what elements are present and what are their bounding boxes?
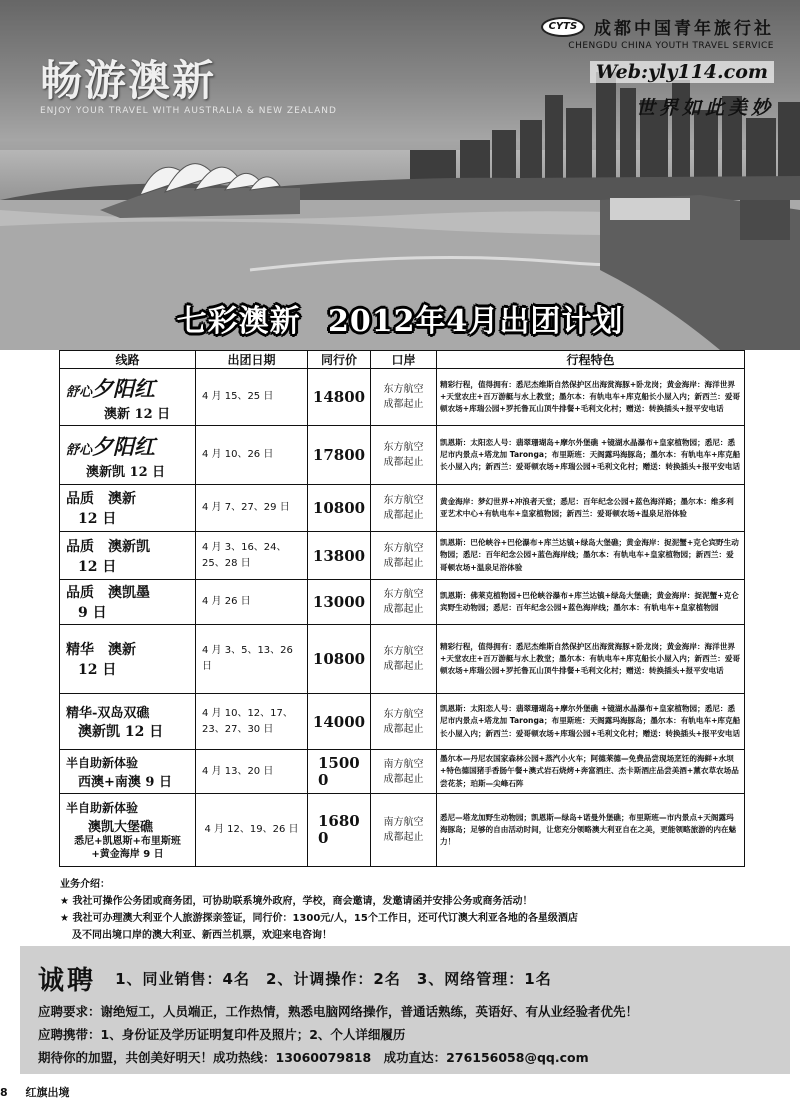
dates-cell: 4 月 15、25 日 <box>196 369 308 426</box>
airline: 南方航空 <box>383 758 424 770</box>
price-cell: 10800 <box>308 485 371 532</box>
airline: 东方航空 <box>383 442 424 453</box>
price-line-1: 1500 <box>318 753 360 772</box>
recruitment-title: 诚聘 <box>38 966 97 996</box>
price-cell: 10800 <box>308 625 371 694</box>
route-cell <box>60 750 196 794</box>
airline: 东方航空 <box>383 708 424 720</box>
route-cell <box>60 485 196 532</box>
page-title-right: 2012年4月出团计划 <box>328 304 624 339</box>
route-name: 品质 澳新凯 <box>66 538 150 555</box>
recruitment-contact: 期待你的加盟，共创美好明天！成功热线：13060079818 成功直达：276156058@qq.com <box>38 1050 589 1065</box>
dates-cell: 4 月 13、20 日 <box>196 750 308 794</box>
table-row <box>60 426 745 485</box>
departure-city: 成都起止 <box>383 399 424 410</box>
recruitment-documents: 应聘携带：1、身份证及学历证明复印件及照片；2、个人详细履历 <box>38 1027 406 1042</box>
route-title: 澳凯大堡礁 <box>88 820 154 835</box>
brand-logo-subtitle: ENJOY YOUR TRAVEL WITH AUSTRALIA & NEW ZEALAND <box>40 106 337 116</box>
publication-name: 红旗出境 <box>25 1086 70 1099</box>
dates-cell: 4 月 10、12、17、23、27、30 日 <box>196 694 308 750</box>
table-row <box>60 485 745 532</box>
port-cell <box>371 750 437 794</box>
agency-badge: CYTS <box>541 17 585 37</box>
dates-cell: 4 月 3、5、13、26 日 <box>196 625 308 694</box>
price-cell <box>308 750 371 794</box>
recruitment-positions: 1、同业销售：4名 2、计调操作：2名 3、网络管理：1名 <box>115 970 552 988</box>
departure-city: 成都起止 <box>383 723 424 735</box>
features-cell: 黄金海岸：梦幻世界+冲浪者天堂；悉尼：百年纪念公园+蓝色海洋路；墨尔本：维多利亚艺术中心+有轨电车+皇家植物园；新西兰：爱哥顿农场+温泉足浴体验 <box>437 485 745 532</box>
departure-city: 成都起止 <box>383 773 424 785</box>
agency-slogan: 世界如此美妙 <box>635 97 774 119</box>
port-cell <box>371 532 437 580</box>
dates-cell: 4 月 10、26 日 <box>196 426 308 485</box>
route-name: 半自助新体验 <box>66 801 139 815</box>
hero-banner <box>0 0 800 350</box>
route-prefix: 舒心 <box>66 442 93 458</box>
port-cell <box>371 794 437 867</box>
brand-logo: 畅游澳新 <box>40 56 217 105</box>
features-cell: 悉尼—塔龙加野生动物园；凯恩斯—绿岛+诺曼外堡礁；布里斯班—市内景点+天阁露玛海豚岛；足够的自由活动时间，让您充分领略澳大利亚自在之美，更能领略旅游的内在魅力！ <box>437 794 745 867</box>
route-cell <box>60 625 196 694</box>
page-number: 8 <box>0 1086 8 1099</box>
header-price: 同行价 <box>308 351 371 369</box>
port-cell <box>371 694 437 750</box>
header-features: 行程特色 <box>437 351 745 369</box>
airline: 南方航空 <box>383 817 424 828</box>
features-cell: 凯恩斯：太阳恋人号：翡翠珊瑚岛+摩尔外堡礁 +镜湖水晶瀑布+皇家植物园；悉尼：悉尼市内景点+塔龙加 Taronga；布里斯班：天阁露玛海豚岛；墨尔本：有轨电车+库克船长小屋入内；新西兰：爱哥顿农场+库瑞公园+毛利文化村；赠送：转换插头+报平安电话 <box>437 694 745 750</box>
price-cell: 17800 <box>308 426 371 485</box>
page-title <box>0 296 800 340</box>
table-row <box>60 694 745 750</box>
airline: 东方航空 <box>383 542 424 554</box>
features-cell: 墨尔本—丹尼农国家森林公园+蒸汽小火车；阿德莱德—免费品尝现场烹饪的海鲜+水坝+特色德国猪手香肠午餐+澳式岩石烧烤+奔富酒庄、杰卡斯酒庄品尝美酒+薰衣草农场品尝花茶；珀斯—尖峰石阵 <box>437 750 745 794</box>
business-intro <box>60 876 780 944</box>
departure-city: 成都起止 <box>383 832 424 843</box>
price-cell: 13800 <box>308 532 371 580</box>
recruitment-header <box>38 960 552 997</box>
route-name: 精华-双岛双礁 <box>66 706 150 721</box>
tour-schedule-table <box>59 350 745 867</box>
table-row <box>60 794 745 867</box>
route-duration: 澳新凯 12 日 <box>78 724 164 740</box>
route-duration: 西澳+南澳 9 日 <box>78 774 172 790</box>
page-footer <box>0 1084 70 1100</box>
business-line: 及不同出境口岸的澳大利亚、新西兰机票，欢迎来电咨询！ <box>72 930 332 941</box>
dates-cell: 4 月 26 日 <box>196 580 308 625</box>
features-cell: 凯恩斯：巴伦峡谷+巴伦瀑布+库兰达镇+绿岛大堡礁；黄金海岸：捉泥蟹+克仑宾野生动物园；悉尼：百年纪念公园+蓝色海岸线；墨尔本：有轨电车+皇家植物园；新西兰：爱哥顿农场+温泉足浴体验 <box>437 532 745 580</box>
price-line-2: 0 <box>318 770 329 789</box>
table-row <box>60 580 745 625</box>
airline: 东方航空 <box>383 384 424 395</box>
route-cell <box>60 794 196 867</box>
price-cell <box>308 794 371 867</box>
route-duration: 澳新 12 日 <box>104 406 171 422</box>
route-duration: 12 日 <box>78 511 117 527</box>
features-cell: 精彩行程，值得拥有：悉尼杰维斯自然保护区出海赏海豚+卧龙岗；黄金海岸：海洋世界+天堂农庄+百万游艇与水上教堂；墨尔本：有轨电车+库克船长小屋入内；新西兰：爱哥顿农场+库瑞公园+罗托鲁瓦山顶牛排餐+毛利文化村；赠送：转换插头+报平安电话 <box>437 625 745 694</box>
route-cell <box>60 694 196 750</box>
route-name: 精华 澳新 <box>66 642 136 658</box>
route-duration: 12 日 <box>78 558 117 575</box>
features-cell: 凯恩斯：佛莱克植物园+巴伦峡谷瀑布+库兰达镇+绿岛大堡礁；黄金海岸：捉泥蟹+克仑宾野生动物园；悉尼：百年纪念公园+蓝色海岸线；墨尔本：有轨电车+皇家植物园 <box>437 580 745 625</box>
business-line: ★ 我社可操作公务团或商务团，可协助联系境外政府，学校，商会邀请，发邀请函并安排公务或商务活动！ <box>60 896 533 907</box>
business-label: 业务介绍： <box>60 879 110 890</box>
header-dates: 出团日期 <box>196 351 308 369</box>
business-line: ★ 我社可办理澳大利亚个人旅游探亲签证，同行价：1300元/人，15个工作日，还可代订澳大利亚各地的各星级酒店 <box>60 913 578 924</box>
page-title-left: 七彩澳新 <box>176 304 301 339</box>
port-cell <box>371 369 437 426</box>
departure-city: 成都起止 <box>383 457 424 468</box>
port-cell <box>371 625 437 694</box>
route-highlight: 夕阳红 <box>92 433 156 459</box>
route-duration: 9 日 <box>78 605 107 621</box>
price-cell: 13000 <box>308 580 371 625</box>
header-port: 口岸 <box>371 351 437 369</box>
port-cell <box>371 426 437 485</box>
route-cell <box>60 580 196 625</box>
route-cell <box>60 426 196 485</box>
dates-cell: 4 月 7、27、29 日 <box>196 485 308 532</box>
price-line-2: 0 <box>318 829 329 847</box>
dates-cell: 4 月 3、16、24、25、28 日 <box>196 532 308 580</box>
price-line-1: 1680 <box>318 812 360 830</box>
departure-city: 成都起止 <box>383 557 424 569</box>
route-duration: 澳新凯 12 日 <box>86 464 166 480</box>
features-cell: 凯恩斯：太阳恋人号：翡翠珊瑚岛+摩尔外堡礁 +镜湖水晶瀑布+皇家植物园；悉尼：悉尼市内景点+塔龙加 Taronga；布里斯班：天阁露玛海豚岛；墨尔本：有轨电车+库克船长小屋入内；新西兰：爱哥顿农场+库瑞公园+毛利文化村；赠送：转换插头+报平安电话 <box>437 426 745 485</box>
route-name: 品质 澳新 <box>66 491 136 507</box>
departure-city: 成都起止 <box>383 661 424 672</box>
departure-city: 成都起止 <box>383 604 424 615</box>
airline: 东方航空 <box>383 495 424 506</box>
dates-cell: 4 月 12、19、26 日 <box>196 794 308 867</box>
recruitment-requirements: 应聘要求：谢绝短工，人员端正，工作热情，熟悉电脑网络操作，普通话熟练，英语好、有从业经验者优先！ <box>38 1004 639 1019</box>
table-header-row <box>60 351 745 369</box>
route-duration: 12 日 <box>78 662 117 678</box>
agency-name-en: CHENGDU CHINA YOUTH TRAVEL SERVICE <box>568 41 774 51</box>
airline: 东方航空 <box>383 589 424 600</box>
departure-city: 成都起止 <box>383 510 424 521</box>
agency-block <box>504 14 774 120</box>
port-cell <box>371 580 437 625</box>
port-cell <box>371 485 437 532</box>
table-row <box>60 532 745 580</box>
route-duration: 悉尼+凯恩斯+布里斯班+黄金海岸 9 日 <box>74 836 181 860</box>
agency-name: 成都中国青年旅行社 <box>594 19 774 39</box>
recruitment-box <box>20 946 790 1074</box>
header-route: 线路 <box>60 351 196 369</box>
price-cell: 14800 <box>308 369 371 426</box>
route-cell <box>60 532 196 580</box>
price-cell: 14000 <box>308 694 371 750</box>
route-cell <box>60 369 196 426</box>
route-name: 品质 澳凯墨 <box>66 585 150 601</box>
table-row <box>60 750 745 794</box>
airline: 东方航空 <box>383 646 424 657</box>
features-cell: 精彩行程，值得拥有：悉尼杰维斯自然保护区出海赏海豚+卧龙岗；黄金海岸：海洋世界+天堂农庄+百万游艇与水上教堂；墨尔本：有轨电车+库克船长小屋入内；新西兰：爱哥顿农场+库瑞公园+罗托鲁瓦山顶牛排餐+毛利文化村；赠送：转换插头+报平安电话 <box>437 369 745 426</box>
table-row <box>60 369 745 426</box>
route-prefix: 舒心 <box>66 384 93 400</box>
agency-website: Web:yly114.com <box>590 61 774 83</box>
route-highlight: 夕阳红 <box>92 375 156 401</box>
table-row <box>60 625 745 694</box>
route-name: 半自助新体验 <box>66 755 139 770</box>
